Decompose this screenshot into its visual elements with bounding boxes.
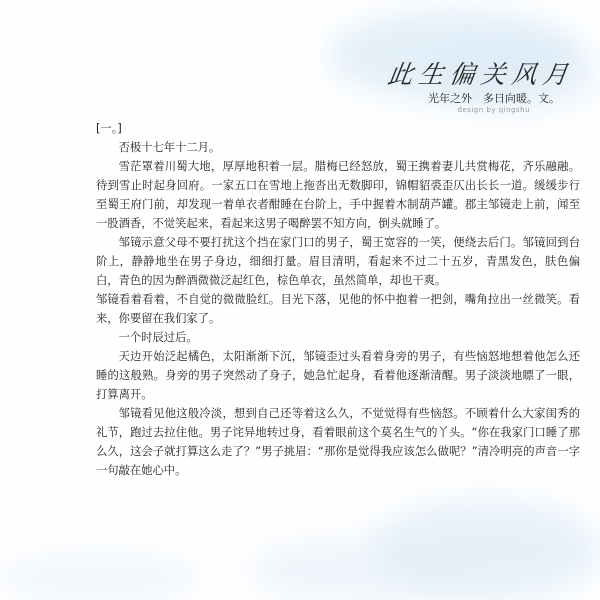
watercolor-wash — [0, 555, 200, 600]
byline: 光年之外 多日向暖。文。 — [428, 92, 560, 105]
design-credit: design by qingshu — [457, 106, 530, 114]
paragraph: 雪茫罩着川蜀大地，厚厚地积着一层。腊梅已经怒放，蜀王携着妻儿共赏梅花，齐乐融融。待到雪止时起身回府。一家五口在雪地上拖沓出无数脚印，锦帽貂裘歪仄出长长一道。缓缓步行至蜀王府门前，却发现一着单衣者酣睡在台阶上，手中握着木制葫芦罐。郡主邹镜走上前，闻至一股酒香，不觉笑起来，看起来这男子喝醉罢不知方向，倒头就睡了。 — [96, 160, 580, 230]
header — [300, 55, 590, 125]
section-label: [一。] — [96, 122, 122, 135]
paragraph: 邹镜示意父母不要打扰这个挡在家门口的男子，蜀王宽容的一笑，便绕去后门。邹镜回到台阶上，静静地坐在男子身边，细细打量。眉目清明，看起来不过二十五岁，青黑发色，肤色偏白，青色的因为醉酒微微泛起红色，棕色单衣，虽然简单，却也干爽。 — [96, 236, 580, 287]
paragraph: 邹镜看见他这般冷淡，想到自己还等着这么久，不觉觉得有些恼怒。不顾着什么大家闺秀的礼节，跑过去拉住他。男子诧异地转过身，看着眼前这个莫名生气的丫头。“你在我家门口睡了那么久，这会子就打算这么走了？”男子挑眉：“那你是觉得我应该怎么做呢？”清冷明亮的声音一字一句敲在她心中。 — [96, 407, 580, 477]
paragraph: 一个时辰过后。 — [118, 331, 198, 344]
paragraph: 天边开始泛起橘色，太阳渐渐下沉，邹镜歪过头看着身旁的男子，有些恼怒地想着他怎么还睡的这般熟。身旁的男子突然动了身子，她急忙起身，看着他逐渐清醒。男子淡淡地瞟了一眼，打算离开。 — [96, 350, 580, 401]
watercolor-wash — [250, 540, 470, 600]
article-body — [96, 119, 580, 480]
paragraph: 否极十七年十二月。 — [118, 141, 221, 154]
page-title: 此生偏关风月 — [385, 60, 576, 89]
paragraph: 邹镜看着看着，不自觉的微微脸红。目光下落，见他的怀中抱着一把剑，嘴角拉出一丝微笑。看来，你要留在我们家了。 — [96, 293, 580, 325]
